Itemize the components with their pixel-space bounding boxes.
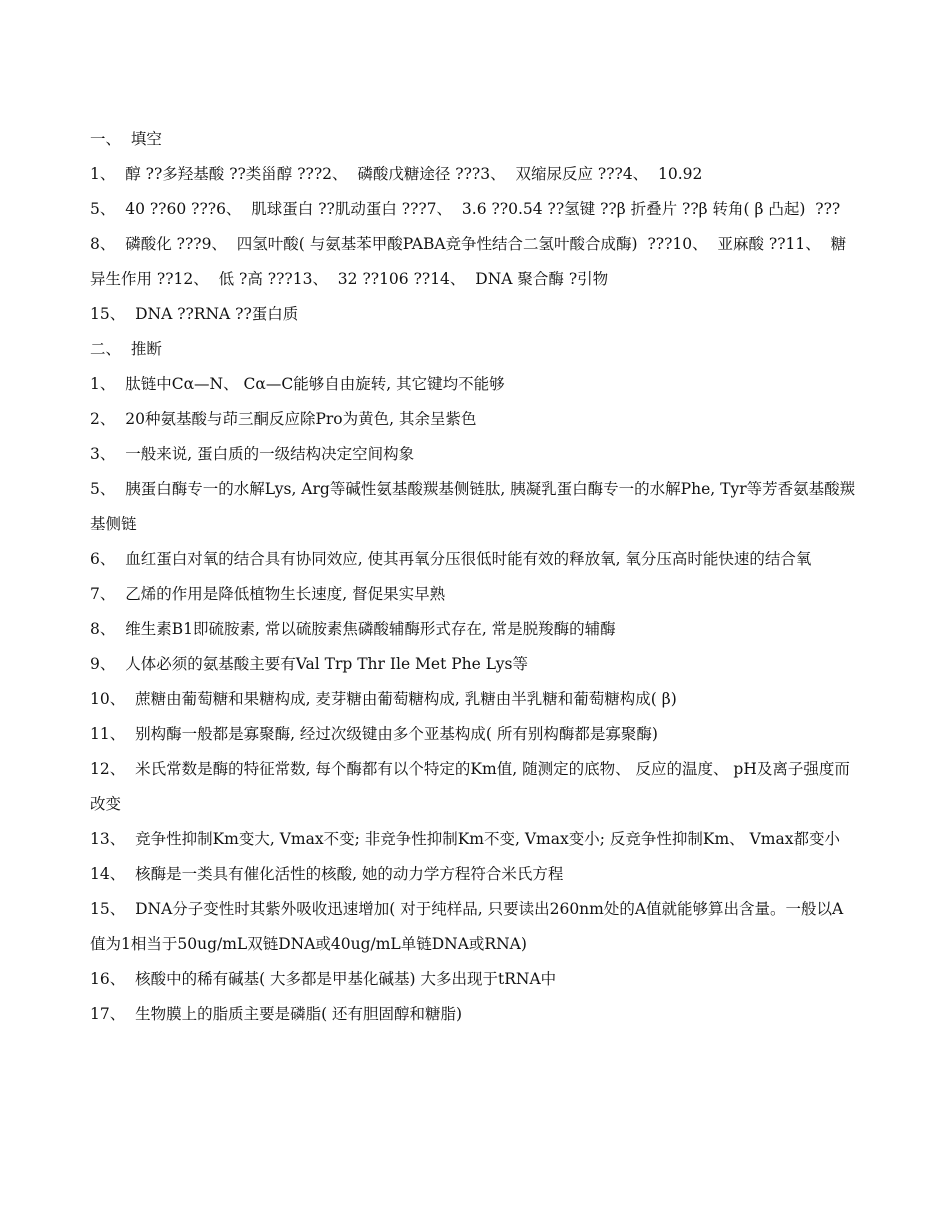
paragraph-line: 7、 乙烯的作用是降低植物生长速度, 督促果实早熟 (90, 585, 446, 603)
paragraph-line: 3、 一般来说, 蛋白质的一级结构决定空间构象 (90, 445, 415, 463)
paragraph-line: 2、 20种氨基酸与茚三酮反应除Pro为黄色, 其余呈紫色 (90, 410, 477, 428)
document-body (90, 122, 858, 1032)
paragraph-line: 15、 DNA ??RNA ??蛋白质 (90, 305, 299, 323)
paragraph-line: 16、 核酸中的稀有碱基( 大多都是甲基化碱基) 大多出现于tRNA中 (90, 970, 557, 988)
paragraph-line: 5、 40 ??60 ???6、 肌球蛋白 ??肌动蛋白 ???7、 3.6 ??0.54 ??氢键 ??β 折叠片 ??β 转角( β 凸起) ???8、 磷酸化 ???9、 四氢叶酸( 与氨基苯甲酸PABA竞争性结合二氢叶酸合成酶) ???10、 亚麻酸 ??11、 糖异生作用 ??12、 低 ?高 ???13、 32 ??106 ??14、 DNA 聚合酶 ?引物 (90, 200, 847, 288)
section-heading-fill-in: 一、 填空 (90, 130, 162, 148)
paragraph-line: 9、 人体必须的氨基酸主要有Val Trp Thr Ile Met Phe Lys等 (90, 655, 528, 673)
paragraph-line: 11、 别构酶一般都是寡聚酶, 经过次级键由多个亚基构成( 所有别构酶都是寡聚酶) (90, 725, 658, 743)
paragraph-line: 15、 DNA分子变性时其紫外吸收迅速增加( 对于纯样品, 只要读出260nm处的A值就能够算出含量。一般以A值为1相当于50ug/mL双链DNA或40ug/mL单链DNA或RNA) (90, 900, 844, 953)
paragraph-line: 17、 生物膜上的脂质主要是磷脂( 还有胆固醇和糖脂) (90, 1005, 463, 1023)
paragraph-line: 6、 血红蛋白对氧的结合具有协同效应, 使其再氧分压很低时能有效的释放氧, 氧分压高时能快速的结合氧 (90, 550, 812, 568)
paragraph-line: 5、 胰蛋白酶专一的水解Lys, Arg等碱性氨基酸羰基侧链肽, 胰凝乳蛋白酶专一的水解Phe, Tyr等芳香氨基酸羰基侧链 (90, 480, 856, 533)
paragraph-line: 1、 醇 ??多羟基酸 ??类甾醇 ???2、 磷酸戊糖途径 ???3、 双缩尿反应 ???4、 10.92 (90, 165, 703, 183)
paragraph-line: 10、 蔗糖由葡萄糖和果糖构成, 麦芽糖由葡萄糖构成, 乳糖由半乳糖和葡萄糖构成( β) (90, 690, 677, 708)
paragraph-line: 13、 竞争性抑制Km变大, Vmax不变; 非竞争性抑制Km不变, Vmax变小; 反竞争性抑制Km、 Vmax都变小 (90, 830, 840, 848)
paragraph-line: 14、 核酶是一类具有催化活性的核酸, 她的动力学方程符合米氏方程 (90, 865, 564, 883)
paragraph-line: 8、 维生素B1即硫胺素, 常以硫胺素焦磷酸辅酶形式存在, 常是脱羧酶的辅酶 (90, 620, 616, 638)
section-heading-judgement: 二、 推断 (90, 340, 162, 358)
paragraph-line: 12、 米氏常数是酶的特征常数, 每个酶都有以个特定的Km值, 随测定的底物、 反应的温度、 pH及离子强度而改变 (90, 760, 850, 813)
paragraph-line: 1、 肽链中Cα—N、 Cα—C能够自由旋转, 其它键均不能够 (90, 375, 505, 393)
